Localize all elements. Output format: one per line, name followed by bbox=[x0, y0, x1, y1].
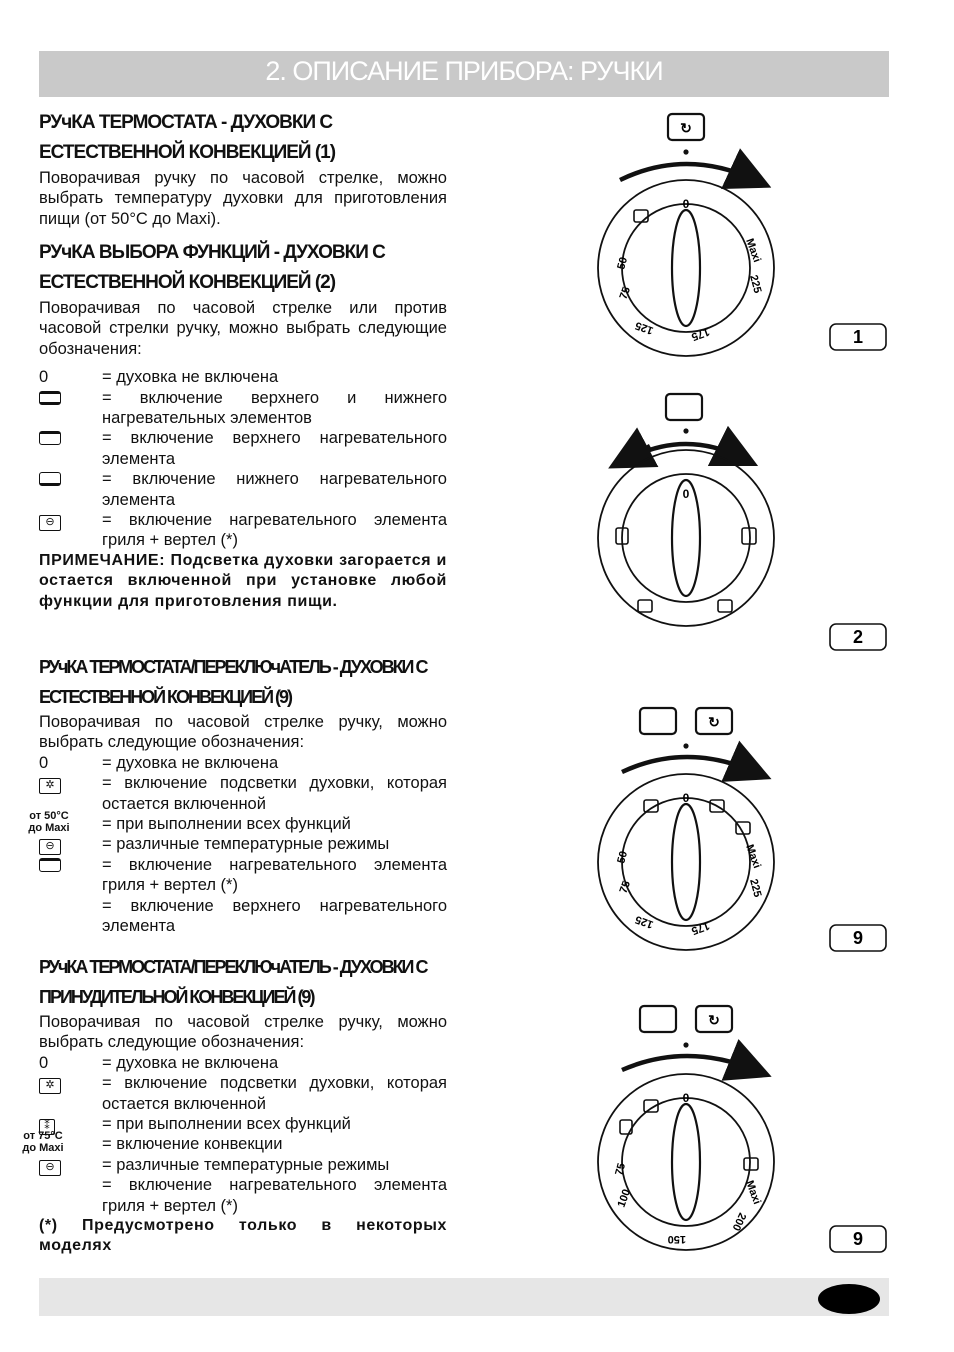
footer-bar bbox=[39, 1278, 889, 1316]
section-thermostat-switch-9a bbox=[28, 652, 447, 936]
knob-handle bbox=[672, 210, 700, 326]
top-heat-icon bbox=[39, 431, 61, 445]
list-item: ⊖ = включение нагревательного элемента гриля + вертел (*) bbox=[39, 510, 447, 551]
section-thermostat-1 bbox=[39, 108, 447, 229]
page-header bbox=[39, 51, 889, 97]
rotation-arrow bbox=[622, 757, 755, 772]
mark-75: 75 bbox=[613, 1161, 629, 1177]
mark-100: 100 bbox=[615, 1187, 634, 1210]
list-item: от 75°C до Maxi = включение конвекции bbox=[22, 1130, 283, 1155]
mark-175: 175 bbox=[689, 919, 712, 937]
rotisserie-symbol: ↻ bbox=[708, 714, 720, 730]
mark-0: 0 bbox=[682, 487, 690, 501]
top-bottom-heat-icon bbox=[39, 391, 61, 405]
top-heat-icon bbox=[39, 858, 61, 872]
grill-spit-icon: ⊖ bbox=[39, 1160, 61, 1176]
list-item: от 50°C до Maxi = при выполнении всех функций bbox=[28, 810, 351, 835]
knob-illustrations bbox=[560, 100, 900, 1280]
indicator-dot bbox=[683, 428, 688, 433]
mark-75: 75 bbox=[617, 879, 634, 896]
list-item: ✲ = включение подсветки духовки, которая остается включенной bbox=[39, 1073, 447, 1114]
list-item: 0 = духовка не включена bbox=[39, 368, 279, 387]
grill-spit-icon: ⊖ bbox=[39, 515, 61, 531]
lamp-icon: ✲ bbox=[39, 1078, 61, 1094]
mark-0: 0 bbox=[682, 791, 690, 805]
top-bottom-heat-icon bbox=[718, 600, 732, 612]
knob-label-1 bbox=[830, 324, 886, 350]
mark-maxi: Maxi bbox=[743, 1178, 763, 1207]
mark-125: 125 bbox=[633, 318, 656, 337]
list-item: = включение нижнего нагревательного элемента bbox=[39, 469, 447, 510]
page-title: 2. ОПИСАНИЕ ПРИБОРА: РУЧКИ bbox=[265, 56, 663, 86]
top-heat-icon bbox=[634, 210, 648, 222]
list-item: = включение верхнего и нижнего нагревательных элементов bbox=[39, 388, 447, 429]
knob-4 bbox=[598, 1006, 774, 1250]
indicator-dot bbox=[683, 149, 688, 154]
grill-spit-icon: ⊖ bbox=[39, 839, 61, 855]
list-item: ⁑ = при выполнении всех функций bbox=[39, 1114, 447, 1134]
list-item: = включение нагревательного элемента гриля + вертел (*) bbox=[39, 855, 447, 896]
section-title: РУчКА ТЕРМОСТАТА/ПЕРЕКЛЮчАТЕЛЬ - ДУХОВКИ С bbox=[39, 957, 427, 977]
list-item: 0 = духовка не включена bbox=[39, 1053, 279, 1072]
knob-bezel bbox=[598, 450, 774, 626]
indicator-dot bbox=[683, 743, 688, 748]
section-title: ЕСТЕСТВЕННОЙ КОНВЕКЦИЕЙ (9) bbox=[39, 687, 292, 707]
mark-maxi: Maxi bbox=[743, 842, 763, 871]
footnote: (*) Предусмотрено только в некоторых моделях bbox=[39, 1217, 447, 1255]
rotation-arrow bbox=[620, 164, 755, 180]
knob-handle bbox=[672, 1104, 700, 1220]
indicator-dot bbox=[683, 1042, 688, 1047]
mark-125: 125 bbox=[633, 912, 656, 931]
mark-0: 0 bbox=[682, 197, 690, 211]
mark-50: 50 bbox=[615, 255, 631, 271]
section-title: РУчКА ТЕРМОСТАТА - ДУХОВКИ С bbox=[39, 112, 333, 133]
knob-ring bbox=[622, 204, 750, 332]
knob-ring bbox=[622, 1098, 750, 1226]
section-body: Поворачивая по часовой стрелке ручку, можно выбрать следующие обозначения: bbox=[39, 1013, 447, 1052]
section-body: Поворачивая ручку по часовой стрелке, можно выбрать температуру духовки для приготовления пищи (от 50°C до Maxi). bbox=[39, 169, 447, 228]
section-title: ЕСТЕСТВЕННОЙ КОНВЕКЦИЕЙ (1) bbox=[39, 142, 336, 163]
list-item: = включение нагревательного элемента гриля + вертел (*) bbox=[102, 1176, 447, 1215]
figure-number: 1 bbox=[852, 327, 864, 347]
mark-150: 150 bbox=[667, 1233, 686, 1245]
top-heat-icon bbox=[640, 1006, 676, 1032]
mark-225: 225 bbox=[747, 273, 764, 295]
mark-175: 175 bbox=[689, 325, 712, 343]
section-title: ЕСТЕСТВЕННОЙ КОНВЕКЦИЕЙ (2) bbox=[39, 272, 336, 293]
bottom-heat-icon bbox=[638, 600, 652, 612]
mark-maxi: Maxi bbox=[743, 236, 763, 265]
knob-ring bbox=[622, 798, 750, 926]
list-item: ⊖ = различные температурные режимы bbox=[39, 1155, 447, 1175]
mark-0: 0 bbox=[682, 1091, 690, 1105]
section-title: ПРИНУДИТЕЛЬНОЙ КОНВЕКЦИЕЙ (9) bbox=[39, 987, 314, 1007]
knob-3 bbox=[598, 708, 774, 950]
mark-50: 50 bbox=[615, 849, 631, 865]
knob-label-4 bbox=[830, 1226, 886, 1252]
top-heat-icon bbox=[640, 708, 676, 734]
knob-1 bbox=[598, 114, 774, 356]
section-thermostat-switch-9b bbox=[22, 952, 447, 1257]
note: ПРИМЕЧАНИЕ: Подсветка духовки загорается и остается включенной при установке любой функции для приготовления пищи. bbox=[39, 551, 447, 610]
knob-2 bbox=[598, 394, 774, 626]
list-item: 0 = духовка не включена bbox=[39, 753, 279, 772]
mark-75: 75 bbox=[617, 285, 634, 302]
mark-225: 225 bbox=[747, 877, 764, 899]
bottom-heat-icon bbox=[39, 472, 61, 486]
function-icon bbox=[666, 394, 702, 420]
list-item: = включение верхнего нагревательного элемента bbox=[102, 896, 447, 936]
mark-200: 200 bbox=[729, 1210, 749, 1233]
rotisserie-symbol: ↻ bbox=[708, 1012, 720, 1028]
grill-spit-icon bbox=[744, 1158, 758, 1170]
knob-handle bbox=[672, 804, 700, 920]
list-item: ✲ = включение подсветки духовки, которая остается включенной bbox=[39, 773, 447, 814]
knob-label-2 bbox=[830, 624, 886, 650]
rotation-arrow bbox=[622, 1056, 755, 1070]
fan-icon: ⁑ bbox=[39, 1119, 55, 1135]
section-title: РУчКА ВЫБОРА ФУНКЦИЙ - ДУХОВКИ С bbox=[39, 242, 385, 263]
section-body: Поворачивая по часовой стрелке ручку, можно выбрать следующие обозначения: bbox=[39, 713, 447, 752]
list-item: = включение верхнего нагревательного элемента bbox=[39, 428, 447, 469]
list-item: ⊖ = различные температурные режимы bbox=[39, 834, 447, 854]
page-number-badge bbox=[818, 1284, 880, 1314]
figure-number: 2 bbox=[852, 627, 864, 647]
rotisserie-symbol: ↻ bbox=[680, 120, 692, 136]
section-title: РУчКА ТЕРМОСТАТА/ПЕРЕКЛЮчАТЕЛЬ - ДУХОВКИ С bbox=[39, 657, 427, 677]
figure-number: 9 bbox=[852, 928, 864, 948]
lamp-icon: ✲ bbox=[39, 778, 61, 794]
section-function-2 bbox=[39, 238, 447, 612]
section-body: Поворачивая по часовой стрелке или против часовой стрелки ручку, можно выбрать следующие обозначения: bbox=[39, 299, 447, 358]
knob-label-3 bbox=[830, 925, 886, 951]
figure-number: 9 bbox=[852, 1229, 864, 1249]
